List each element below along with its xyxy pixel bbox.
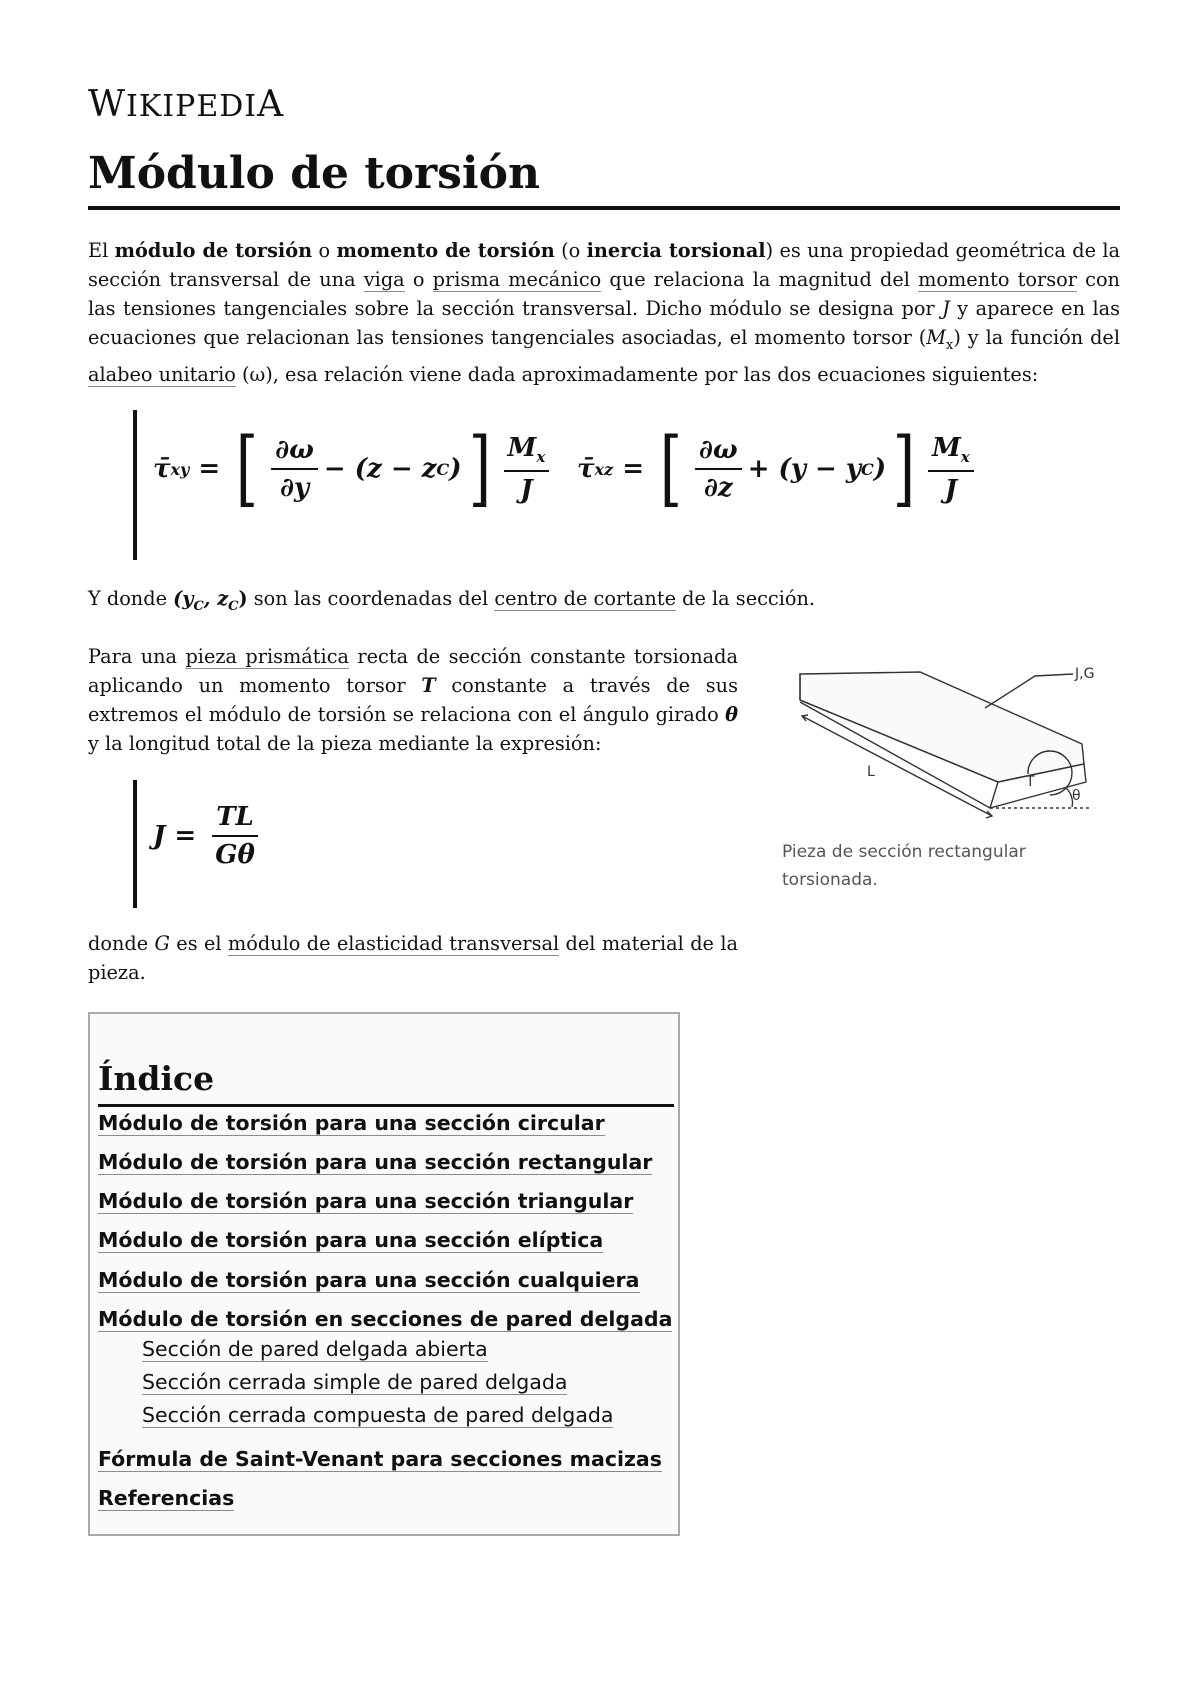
label-l: L bbox=[867, 764, 875, 780]
toc-title: Índice bbox=[98, 1058, 674, 1107]
prismatic-paragraph: Para una pieza prismática recta de sección constante torsionada aplicando un momento torsor T constante a través de sus extremos el módulo de torsión se relaciona con el ángulo girado θ y la longitud total de la pieza mediante la expresión: bbox=[88, 645, 739, 755]
equation-block-j bbox=[133, 780, 437, 908]
toc-item-seccion-eliptica[interactable]: Módulo de torsión para una sección elíptica bbox=[98, 1228, 604, 1252]
toc-subitem-cerrada-compuesta[interactable]: Sección cerrada compuesta de pared delgada bbox=[142, 1403, 614, 1427]
label-t: T bbox=[1026, 774, 1035, 790]
wordmark-final: A bbox=[257, 84, 285, 125]
figure-torsioned-beam[interactable] bbox=[780, 660, 1120, 834]
link-alabeo-unitario[interactable]: alabeo unitario bbox=[88, 362, 236, 386]
toc-item-seccion-triangular[interactable]: Módulo de torsión para una sección triangular bbox=[98, 1189, 634, 1213]
toc-item-saint-venant[interactable]: Fórmula de Saint-Venant para secciones macizas bbox=[98, 1447, 662, 1471]
label-theta: θ bbox=[1072, 788, 1081, 804]
toc-subitem-cerrada-simple[interactable]: Sección cerrada simple de pared delgada bbox=[142, 1370, 568, 1394]
toc-item-referencias[interactable]: Referencias bbox=[98, 1486, 235, 1510]
equation-tau-xz: τ̄ xz = [ $\frac{\partial\omega}{\partial z}$ + (y − y C ) ] $\frac{M_x}{J}$ bbox=[577, 428, 980, 510]
intro-paragraph: El módulo de torsión o momento de torsión (o inercia torsional) es una propiedad geométrica de la sección transversal de una viga o prisma mecánico que relaciona la magnitud del momento torsor con las tensiones tangenciales sobre la sección transversal. Dicho módulo se designa por J y aparece en las ecuaciones que relacionan las tensiones tangenciales asociadas, el momento torsor $(M_x)$ y la función del alabeo unitario (ω), esa relación viene dada aproximadamente por las dos ecuaciones siguientes: bbox=[88, 239, 1121, 386]
equation-tau-xy: τ̄ xy = [ $\frac{\partial\omega}{\partial y}$ − (z − z C ) ] $\frac{M_x}{J}$ bbox=[153, 428, 555, 510]
page-title: Módulo de torsión bbox=[88, 148, 1120, 210]
link-centro-cortante[interactable]: centro de cortante bbox=[494, 587, 676, 610]
toc-item-seccion-cualquiera[interactable]: Módulo de torsión para una sección cualquiera bbox=[98, 1268, 640, 1292]
toc-item-seccion-rectangular[interactable]: Módulo de torsión para una sección rectangular bbox=[98, 1150, 653, 1174]
shear-modulus-paragraph: donde G es el módulo de elasticidad transversal del material de la pieza. bbox=[88, 932, 738, 984]
shear-center-paragraph: Y donde ($y_C$, $z_C$) son las coordenadas del centro de cortante de la sección. bbox=[88, 587, 816, 614]
link-momento-torsor[interactable]: momento torsor bbox=[918, 268, 1077, 291]
wordmark-initial: W bbox=[88, 84, 127, 125]
equation-block-tensiones bbox=[133, 410, 970, 560]
equation-j: J = $\frac{TL}{G\theta}$ bbox=[153, 802, 265, 870]
table-of-contents bbox=[88, 1012, 680, 1536]
link-modulo-elasticidad-transversal[interactable]: módulo de elasticidad transversal bbox=[227, 932, 560, 955]
link-pieza-prismatica[interactable]: pieza prismática bbox=[185, 645, 350, 668]
figure-caption: Pieza de sección rectangular torsionada. bbox=[782, 842, 1026, 890]
link-prisma-mecanico[interactable]: prisma mecánico bbox=[432, 268, 602, 291]
link-viga[interactable]: viga bbox=[363, 268, 405, 291]
wordmark-middle: IKIPEDI bbox=[126, 89, 258, 124]
toc-subitem-pared-abierta[interactable]: Sección de pared delgada abierta bbox=[142, 1337, 488, 1361]
wikipedia-wordmark[interactable] bbox=[88, 84, 284, 125]
term-inercia-torsional: inercia torsional bbox=[586, 239, 766, 262]
label-jg: J,G bbox=[1075, 666, 1095, 682]
term-modulo-torsion: módulo de torsión bbox=[114, 239, 313, 262]
toc-item-pared-delgada[interactable]: Módulo de torsión en secciones de pared delgada bbox=[98, 1307, 673, 1331]
beam-diagram bbox=[780, 660, 1120, 830]
toc-item-seccion-circular[interactable]: Módulo de torsión para una sección circular bbox=[98, 1111, 605, 1135]
term-momento-torsion: momento de torsión bbox=[336, 239, 555, 262]
